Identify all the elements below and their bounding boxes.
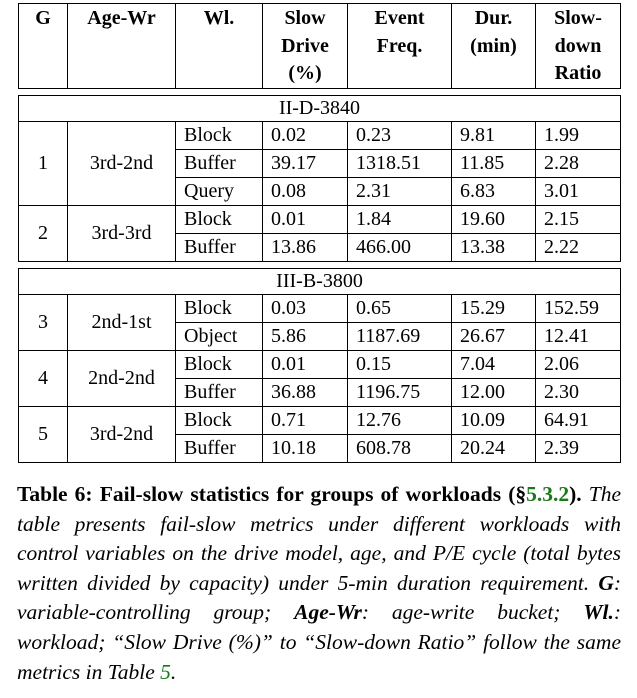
slowdown-ratio-cell: 2.22 — [536, 233, 621, 261]
duration-cell: 19.60 — [452, 205, 536, 233]
workload-cell: Block — [176, 350, 263, 378]
header-slow-drive-line: (%) — [288, 62, 322, 84]
age-wr-cell: 3rd-3rd — [68, 205, 176, 261]
event-freq-cell: 1318.51 — [348, 149, 452, 177]
slow-drive-cell: 0.08 — [263, 177, 348, 205]
slow-drive-cell: 0.02 — [263, 121, 348, 149]
duration-cell: 20.24 — [452, 434, 536, 462]
caption-ref-close: ). — [569, 482, 582, 506]
section-title: III-B-3800 — [19, 268, 621, 294]
header-slow-drive-line: Slow — [284, 7, 326, 29]
slowdown-ratio-cell: 12.41 — [536, 322, 621, 350]
slow-drive-cell: 13.86 — [263, 233, 348, 261]
duration-cell: 11.85 — [452, 149, 536, 177]
table-row — [19, 350, 621, 378]
spacer-cell — [19, 261, 621, 268]
workload-cell: Block — [176, 406, 263, 434]
caption-ref-open: (§ — [508, 482, 527, 506]
table-link[interactable]: 5 — [160, 659, 171, 684]
header-event-freq — [348, 4, 452, 89]
workload-cell: Block — [176, 205, 263, 233]
slowdown-ratio-cell: 152.59 — [536, 294, 621, 322]
event-freq-cell: 2.31 — [348, 177, 452, 205]
age-wr-cell: 3rd-2nd — [68, 121, 176, 205]
event-freq-cell: 466.00 — [348, 233, 452, 261]
slow-drive-cell: 0.01 — [263, 205, 348, 233]
caption-title: Fail-slow statistics for groups of workloads — [99, 482, 502, 506]
table-row — [19, 121, 621, 149]
section-spacer — [19, 88, 621, 95]
slow-drive-cell: 10.18 — [263, 434, 348, 462]
caption-end: . — [170, 659, 177, 684]
header-slow-drive — [263, 4, 348, 89]
table-body — [19, 88, 621, 462]
header-duration — [452, 4, 536, 89]
duration-cell: 9.81 — [452, 121, 536, 149]
group-number-cell: 5 — [19, 406, 68, 462]
caption-label: Table 6: — [17, 482, 93, 506]
header-ratio-line: Slow- — [554, 7, 602, 29]
group-number-cell: 2 — [19, 205, 68, 261]
slow-drive-cell: 5.86 — [263, 322, 348, 350]
duration-cell: 6.83 — [452, 177, 536, 205]
event-freq-cell: 1187.69 — [348, 322, 452, 350]
slowdown-ratio-cell: 2.06 — [536, 350, 621, 378]
event-freq-cell: 12.76 — [348, 406, 452, 434]
table-row — [19, 205, 621, 233]
table-row — [19, 294, 621, 322]
header-duration-line: (min) — [470, 34, 517, 57]
slowdown-ratio-cell: 3.01 — [536, 177, 621, 205]
event-freq-cell: 608.78 — [348, 434, 452, 462]
table-row — [19, 406, 621, 434]
age-wr-cell: 2nd-1st — [68, 294, 176, 350]
workload-cell: Query — [176, 177, 263, 205]
duration-cell: 7.04 — [452, 350, 536, 378]
section-title: II-D-3840 — [19, 95, 621, 121]
caption-def-age-wr: : age-write bucket; — [361, 600, 561, 625]
slowdown-ratio-cell: 2.28 — [536, 149, 621, 177]
table-header — [19, 4, 621, 89]
slowdown-ratio-cell: 2.30 — [536, 378, 621, 406]
duration-cell: 12.00 — [452, 378, 536, 406]
slowdown-ratio-cell: 1.99 — [536, 121, 621, 149]
slowdown-ratio-cell: 2.15 — [536, 205, 621, 233]
section-spacer — [19, 261, 621, 268]
table-caption — [17, 480, 621, 687]
event-freq-cell: 0.15 — [348, 350, 452, 378]
slowdown-ratio-cell: 2.39 — [536, 434, 621, 462]
caption-description: The table presents fail-slow metrics under different workloads with control variables on the drive model, age, and P/E cycle (total bytes written divided by capacity) under 5-min duration requirement. — [17, 482, 622, 595]
section-row — [19, 95, 621, 121]
group-number-cell: 1 — [19, 121, 68, 205]
duration-cell: 26.67 — [452, 322, 536, 350]
group-number-cell: 4 — [19, 350, 68, 406]
event-freq-cell: 0.65 — [348, 294, 452, 322]
workload-cell: Object — [176, 322, 263, 350]
duration-cell: 10.09 — [452, 406, 536, 434]
slow-drive-cell: 36.88 — [263, 378, 348, 406]
age-wr-cell: 3rd-2nd — [68, 406, 176, 462]
header-slowdown-ratio — [536, 4, 621, 89]
caption-term-g: G — [598, 570, 614, 595]
workload-cell: Block — [176, 294, 263, 322]
group-number-cell: 3 — [19, 294, 68, 350]
event-freq-cell: 1.84 — [348, 205, 452, 233]
caption-term-wl: Wl. — [583, 600, 614, 625]
caption-def-g: : variable-controlling group; — [17, 570, 622, 625]
header-slow-drive-line: Drive — [281, 34, 329, 57]
header-ratio-line: Ratio — [554, 62, 602, 84]
header-duration-line: Dur. — [474, 7, 513, 29]
header-workload: Wl. — [176, 4, 263, 89]
workload-cell: Block — [176, 121, 263, 149]
age-wr-cell: 2nd-2nd — [68, 350, 176, 406]
header-age-wr: Age-Wr — [68, 4, 176, 89]
caption-def-wl: : workload; “Slow Drive (%)” to “Slow-down Ratio” follow the same metrics in Table — [17, 600, 622, 684]
header-event-freq-line: Freq. — [376, 34, 423, 57]
section-row — [19, 268, 621, 294]
workload-cell: Buffer — [176, 149, 263, 177]
caption-term-age-wr: Age-Wr — [294, 600, 362, 625]
event-freq-cell: 0.23 — [348, 121, 452, 149]
workload-cell: Buffer — [176, 233, 263, 261]
section-link[interactable]: 5.3.2 — [526, 482, 570, 506]
header-event-freq-line: Event — [374, 7, 425, 29]
caption-section-ref — [508, 482, 581, 506]
slow-drive-cell: 0.01 — [263, 350, 348, 378]
slow-drive-cell: 0.71 — [263, 406, 348, 434]
slowdown-ratio-cell: 64.91 — [536, 406, 621, 434]
slow-drive-cell: 39.17 — [263, 149, 348, 177]
event-freq-cell: 1196.75 — [348, 378, 452, 406]
statistics-table — [18, 3, 621, 463]
header-ratio-line: down — [554, 34, 602, 57]
duration-cell: 15.29 — [452, 294, 536, 322]
workload-cell: Buffer — [176, 434, 263, 462]
workload-cell: Buffer — [176, 378, 263, 406]
duration-cell: 13.38 — [452, 233, 536, 261]
spacer-cell — [19, 88, 621, 95]
slow-drive-cell: 0.03 — [263, 294, 348, 322]
header-g: G — [19, 4, 68, 89]
